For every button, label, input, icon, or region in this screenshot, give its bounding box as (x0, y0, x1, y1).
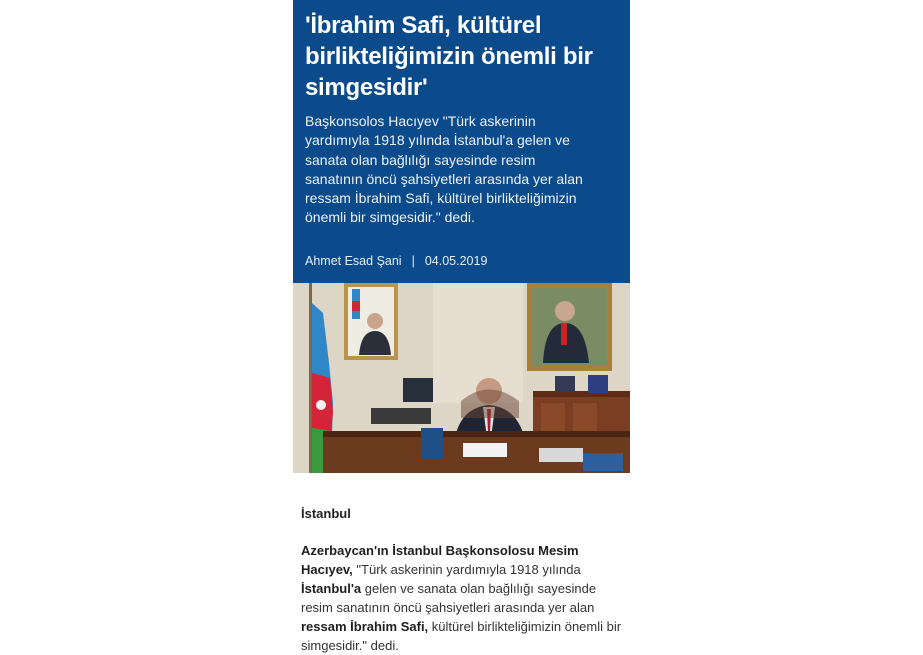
para-text-3: kültürel birlikteliğimizin önemli bir simgesidir." dedi. (301, 619, 622, 653)
article-paragraph (301, 541, 626, 655)
meta-separator: | (411, 254, 415, 268)
article-dateline: İstanbul (301, 506, 351, 521)
author-link[interactable]: Ahmet Esad Şani (305, 254, 402, 268)
article-column (293, 0, 630, 653)
para-text-2: gelen ve sanata olan bağlılığı sayesinde resim sanatının öncü şahsiyetleri arasında yer alan (301, 581, 597, 615)
para-bold-city: İstanbul'a (301, 581, 362, 596)
article-hero (293, 0, 630, 283)
para-text-1: "Türk askerinin yardımıyla 1918 yılında (352, 562, 581, 577)
article-meta (305, 254, 487, 268)
publish-date: 04.05.2019 (424, 254, 488, 268)
para-bold-artist: ressam İbrahim Safi, (301, 619, 429, 634)
article-lead: Başkonsolos Hacıyev "Türk askerinin yardımıyla 1918 yılında İstanbul'a gelen ve sanata olan bağlılığı sayesinde resim sanatının öncü şahsiyetleri arasında yer alan ressam İbrahim Safi, kültürel birlikteliğimizin önemli bir simgesidir." dedi. (305, 113, 583, 226)
article-body (301, 506, 626, 655)
article-photo (293, 283, 630, 473)
para-bold-lead: Azerbaycan'ın İstanbul Başkonsolosu Mesim Hacıyev, (301, 543, 579, 577)
article-headline: 'İbrahim Safi, kültürel birlikteliğimizin önemli bir simgesidir' (305, 12, 593, 101)
